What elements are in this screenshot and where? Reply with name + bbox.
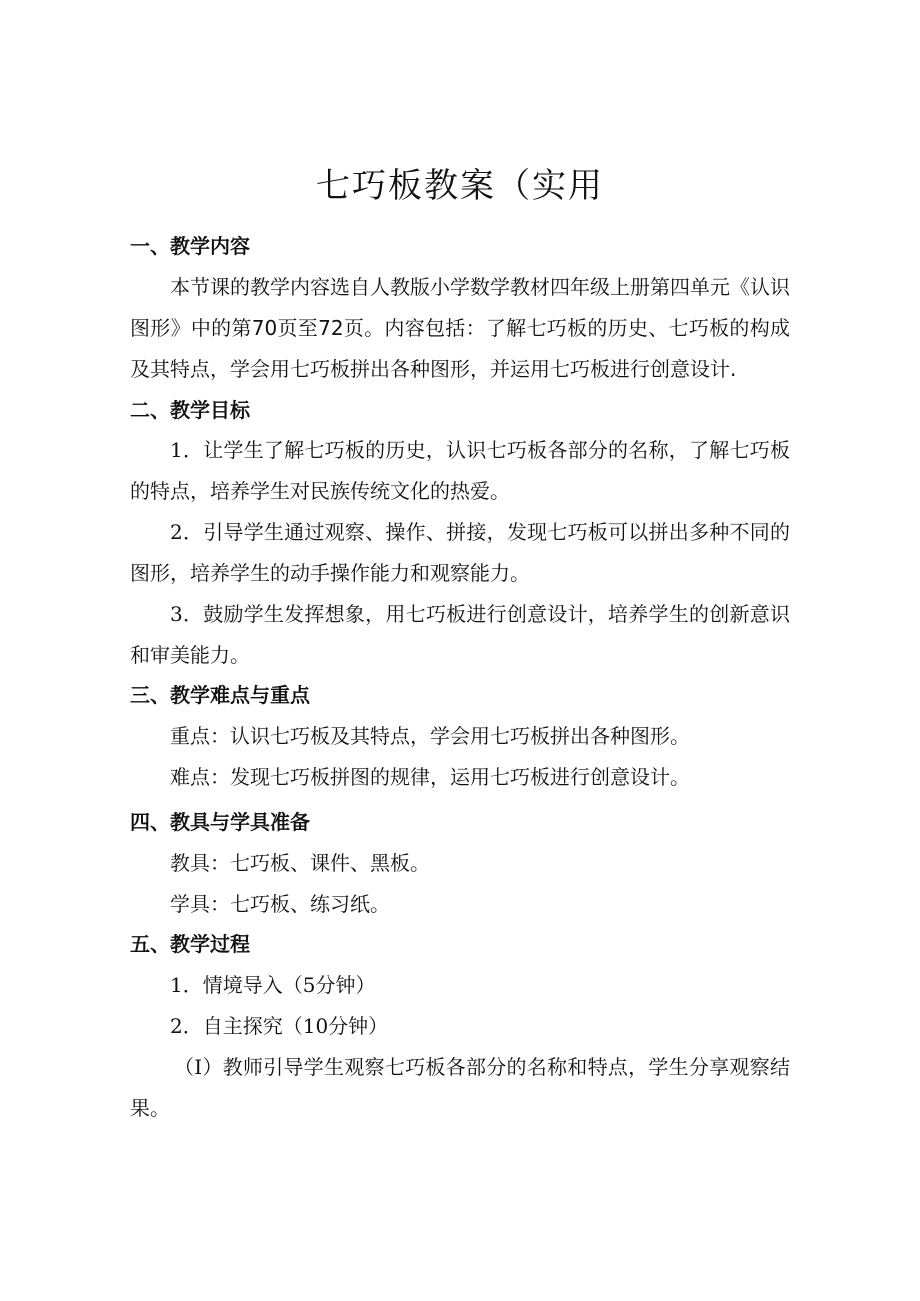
student-tools: 学具：七巧板、练习纸。 xyxy=(170,892,390,916)
key-point: 重点：认识七巧板及其特点，学会用七巧板拼出各种图形。 xyxy=(170,724,690,748)
section-content-body: 本节课的教学内容选自人教版小学数学教材四年级上册第四单元《认识图形》中的第70页至72页。内容包括：了解七巧板的历史、七巧板的构成及其特点，学会用七巧板拼出各种图形，并运用七巧板进行创意设计. xyxy=(130,275,790,381)
teacher-tools: 教具：七巧板、课件、黑板。 xyxy=(170,851,430,875)
process-step-2-detail: （I）教师引导学生观察七巧板各部分的名称和特点，学生分享观察结果。 xyxy=(130,1055,790,1120)
goal-item-1: 1．让学生了解七巧板的历史，认识七巧板各部分的名称，了解七巧板的特点，培养学生对民族传统文化的热爱。 xyxy=(130,438,790,503)
section-heading-process: 五、教学过程 xyxy=(130,932,250,956)
section-heading-goals: 二、教学目标 xyxy=(130,398,250,422)
section-heading-tools: 四、教具与学具准备 xyxy=(130,810,310,834)
section-heading-content: 一、教学内容 xyxy=(130,234,250,258)
process-step-2: 2．自主探究（10分钟） xyxy=(170,1014,389,1038)
difficult-point: 难点：发现七巧板拼图的规律，运用七巧板进行创意设计。 xyxy=(170,765,690,789)
document-title: 七巧板教案（实用 xyxy=(316,166,604,206)
goal-item-3: 3．鼓励学生发挥想象，用七巧板进行创意设计，培养学生的创新意识和审美能力。 xyxy=(130,602,790,667)
process-step-1: 1．情境导入（5分钟） xyxy=(170,973,376,997)
goal-item-2: 2．引导学生通过观察、操作、拼接，发现七巧板可以拼出多种不同的图形，培养学生的动手操作能力和观察能力。 xyxy=(130,520,790,585)
section-heading-difficulties: 三、教学难点与重点 xyxy=(130,683,310,707)
